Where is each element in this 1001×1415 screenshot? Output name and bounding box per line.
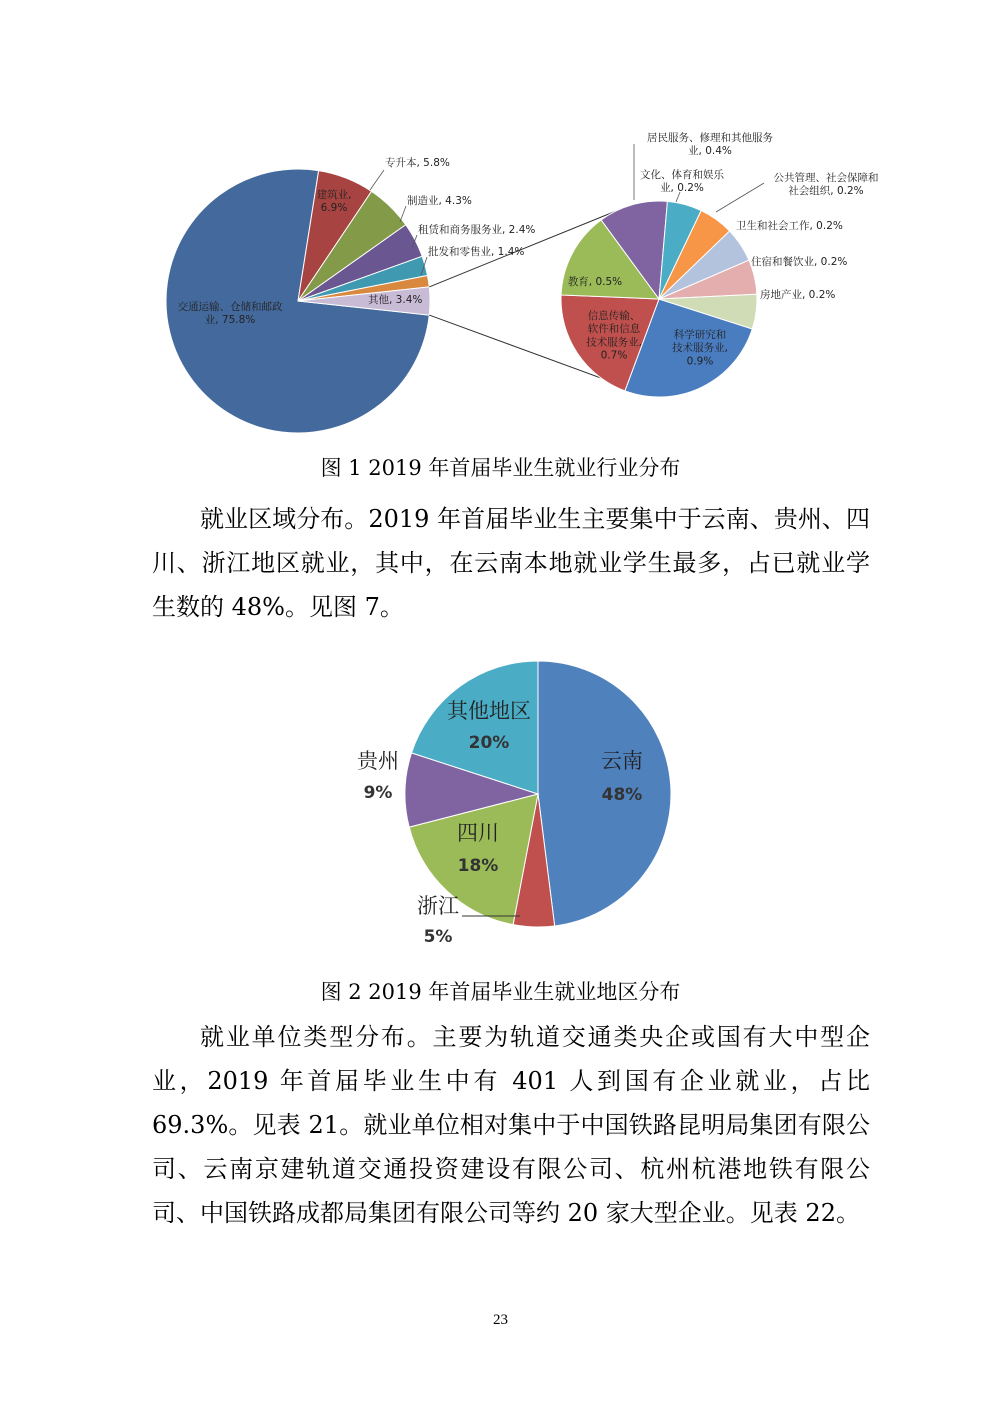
unit-paragraph: 就业单位类型分布。主要为轨道交通类央企或国有大中型企业，2019 年首届毕业生中有 401 人到国有企业就业，占比 69.3%。见表 21。就业单位相对集中于中国铁路昆明局集团有限公司、云南京建轨道交通投资建设有限公司、杭州杭港地铁有限公司、中国铁路成都局集团有限公司等约 20 家大型企业。见表 22。 [152,1023,870,1227]
region-percent-label-2: 18% [457,856,499,876]
region-name-label-3: 贵州 [357,749,399,773]
other-detail-label-0: 科学研究和技术服务业, 0.9% [672,329,728,368]
region-name-label-4: 其他地区 [447,699,531,723]
industry-label-6: 其他, 3.4% [368,294,423,306]
other-detail-label-3: 居民服务、修理和其他服务业, 0.4% [647,132,773,158]
page-number: 23 [493,1312,508,1328]
other-detail-label-2: 教育, 0.5% [567,276,623,288]
region-name-label-2: 四川 [457,821,499,845]
region-percent-label-1: 5% [423,927,453,947]
figure-2-caption: 图 2 2019 年首届毕业生就业地区分布 [320,980,681,1004]
region-name-label-1: 浙江 [417,894,459,918]
other-detail-label-7: 住宿和餐饮业, 0.2% [751,256,848,268]
region-name-label-0: 云南 [601,749,643,773]
other-detail-label-1: 信息传输、软件和信息技术服务业, 0.7% [586,310,642,362]
other-detail-label-6: 卫生和社会工作, 0.2% [736,220,843,232]
industry-label-2: 专升本, 5.8% [385,157,450,169]
region-percent-label-4: 20% [468,733,510,753]
region-pie-chart [0,630,1001,970]
industry-label-1: 建筑业, 6.9% [316,189,352,215]
industry-leader-0 [370,170,384,190]
region-percent-label-3: 9% [363,783,393,803]
industry-pie-chart [0,110,1001,450]
industry-label-5: 批发和零售业, 1.4% [428,246,525,258]
other-detail-label-4: 文化、体育和娱乐业, 0.2% [640,169,724,195]
industry-label-4: 租赁和商务服务业, 2.4% [418,224,536,236]
detail-leader-2 [716,183,764,212]
region-paragraph: 就业区域分布。2019 年首届毕业生主要集中于云南、贵州、四川、浙江地区就业，其中，在云南本地就业学生最多，占已就业学生数的 48%。见图 7。 [152,505,870,621]
other-detail-label-8: 房地产业, 0.2% [760,289,836,301]
industry-label-3: 制造业, 4.3% [407,195,472,207]
industry-label-0: 交通运输、仓储和邮政业, 75.8% [177,301,283,327]
region-percent-label-0: 48% [601,785,643,805]
other-detail-label-5: 公共管理、社会保障和社会组织, 0.2% [773,172,879,198]
industry-leader-1 [400,206,406,222]
figure-1-caption: 图 1 2019 年首届毕业生就业行业分布 [320,456,681,480]
